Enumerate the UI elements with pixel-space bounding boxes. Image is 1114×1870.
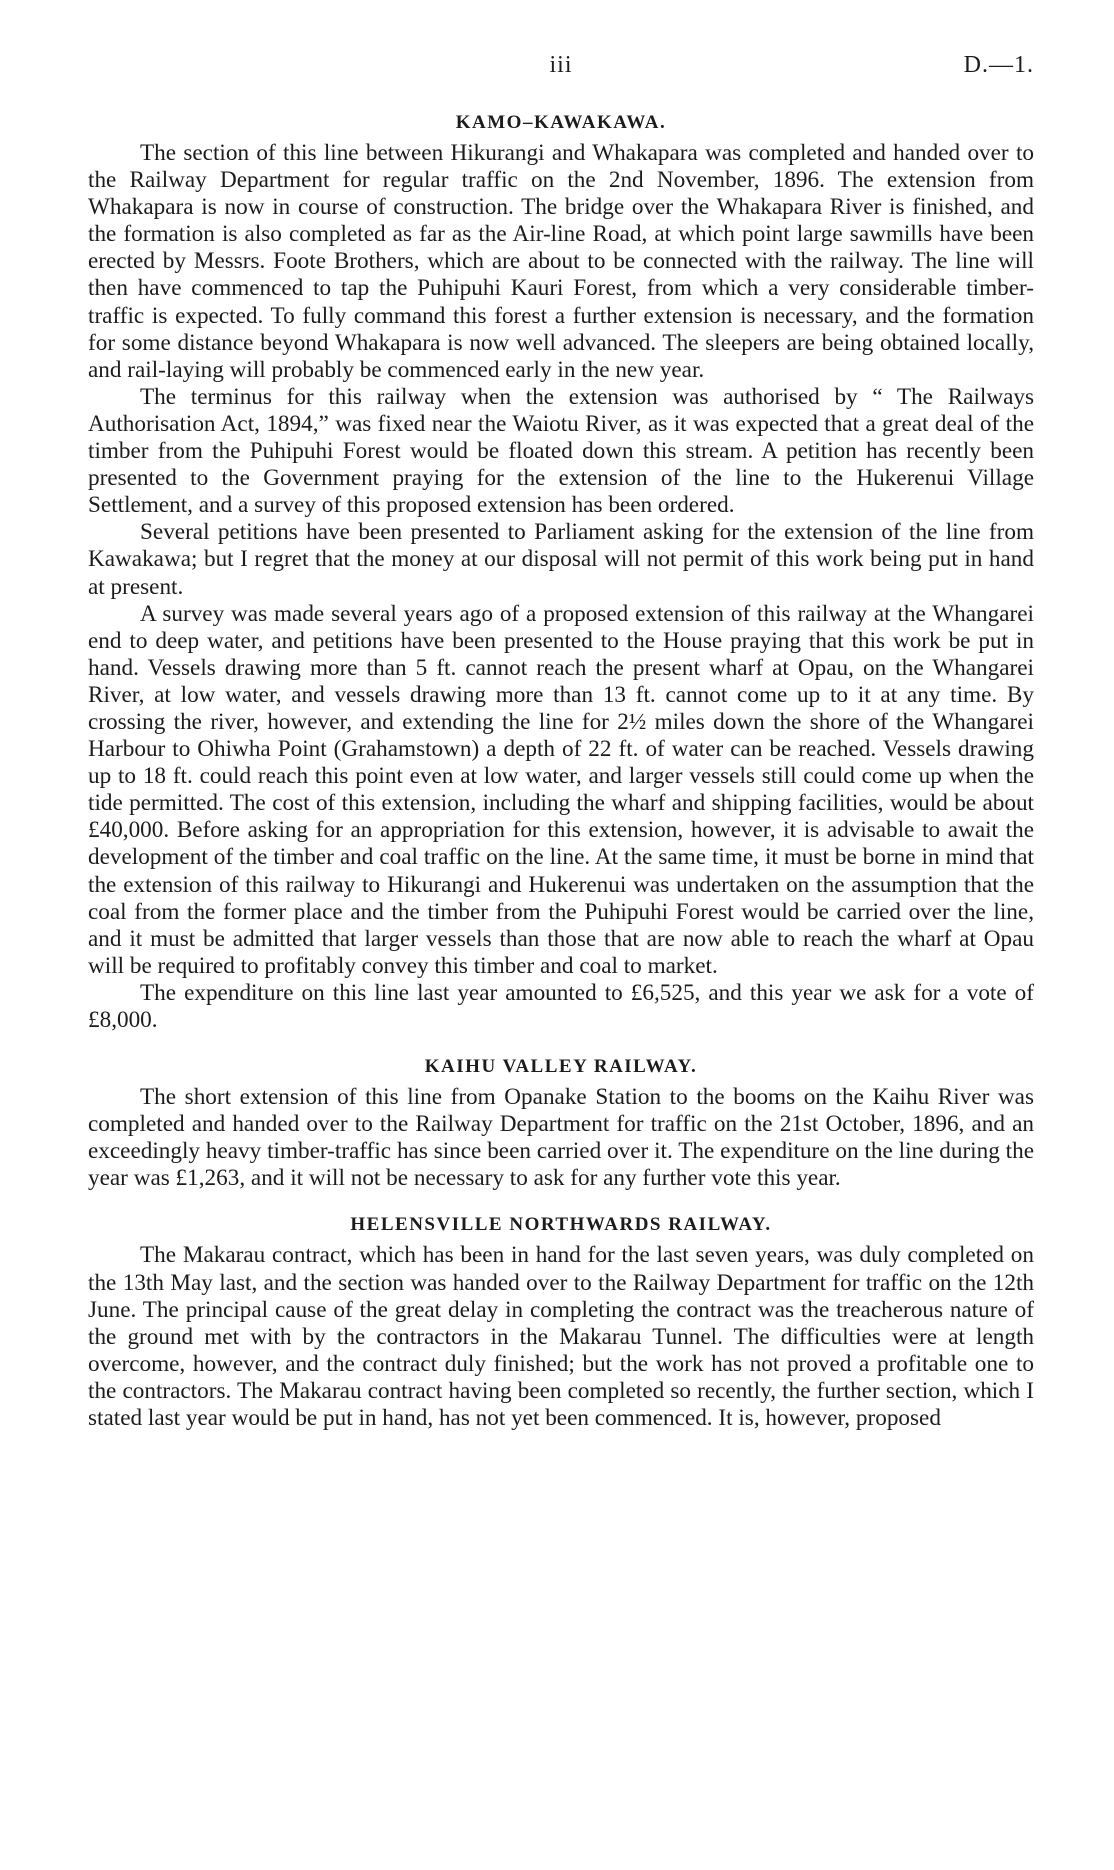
paragraph: The section of this line between Hikurangi and Whakapara was completed and handed over to the Railway Department for regular traffic on the 2nd November, 1896. The extension from Whakapara is now in course of construction. The bridge over the Whakapara River is finished, and the formation is also completed as far as the Air-line Road, at which point large sawmills have been erected by Messrs. Foote Brothers, which are about to be connected with the railway. The line will then have commenced to tap the Puhipuhi Kauri Forest, from which a very considerable timber-traffic is expected. To fully command this forest a further extension is necessary, and the formation for some distance beyond Whakapara is now well advanced. The sleepers are being obtained locally, and rail-laying will probably be commenced early in the new year. bbox=[88, 140, 1034, 383]
document-reference: D.—1. bbox=[963, 52, 1034, 78]
paragraph: The Makarau contract, which has been in hand for the last seven years, was duly completed on the 13th May last, and the section was handed over to the Railway Department for traffic on the 12th June. The principal cause of the great delay in completing the contract was the treacherous nature of the ground met with by the contractors in the Makarau Tunnel. The difficulties were at length overcome, however, and the contract duly finished; but the work has not proved a profitable one to the contractors. The Makarau contract having been completed so recently, the further section, which I stated last year would be put in hand, has not yet been commenced. It is, however, proposed bbox=[88, 1242, 1034, 1432]
paragraph: The terminus for this railway when the extension was authorised by “ The Railways Authorisation Act, 1894,” was fixed near the Waiotu River, as it was expected that a great deal of the timber from the Puhipuhi Forest would be floated down this stream. A petition has recently been presented to the Government praying for the extension of the line to the Hukerenui Village Settlement, and a survey of this proposed extension has been ordered. bbox=[88, 383, 1034, 519]
running-head bbox=[88, 52, 1034, 88]
page-number: iii bbox=[549, 52, 573, 78]
paragraph: Several petitions have been presented to Parliament asking for the extension of the line from Kawakawa; but I regret that the money at our disposal will not permit of this work being put in hand at present. bbox=[88, 519, 1034, 600]
section-kamo-kawakawa bbox=[88, 106, 1034, 1034]
paragraph: The expenditure on this line last year amounted to £6,525, and this year we ask for a vote of £8,000. bbox=[88, 979, 1034, 1033]
section-heading: KAIHU VALLEY RAILWAY. bbox=[424, 1056, 698, 1078]
document-body bbox=[88, 106, 1034, 1432]
paragraph: The short extension of this line from Opanake Station to the booms on the Kaihu River was completed and handed over to the Railway Department for traffic on the 21st October, 1896, and an exceedingly heavy timber-traffic has since been carried over it. The expenditure on the line during the year was £1,263, and it will not be necessary to ask for any further vote this year. bbox=[88, 1084, 1034, 1192]
section-helensville-northwards-railway bbox=[88, 1208, 1034, 1432]
section-kaihu-valley-railway bbox=[88, 1050, 1034, 1192]
paragraph: A survey was made several years ago of a proposed extension of this railway at the Whangarei end to deep water, and petitions have been presented to the House praying that this work be put in hand. Vessels drawing more than 5 ft. cannot reach the present wharf at Opau, on the Whangarei River, at low water, and vessels drawing more than 13 ft. cannot come up to it at any time. By crossing the river, however, and extending the line for 2½ miles down the shore of the Whangarei Harbour to Ohiwha Point (Grahamstown) a depth of 22 ft. of water can be reached. Vessels drawing up to 18 ft. could reach this point even at low water, and larger vessels still could come up when the tide permitted. The cost of this extension, including the wharf and shipping facilities, would be about £40,000. Before asking for an appropriation for this extension, however, it is advisable to await the development of the timber and coal traffic on the line. At the same time, it must be borne in mind that the extension of this railway to Hikurangi and Hukerenui was undertaken on the assumption that the coal from the former place and the timber from the Puhipuhi Forest would be carried over the line, and it must be admitted that larger vessels than those that are now able to reach the wharf at Opau will be required to profitably convey this timber and coal to market. bbox=[88, 600, 1034, 979]
section-heading: KAMO–KAWAKAWA. bbox=[455, 112, 667, 133]
section-heading: HELENSVILLE NORTHWARDS RAILWAY. bbox=[350, 1214, 772, 1236]
